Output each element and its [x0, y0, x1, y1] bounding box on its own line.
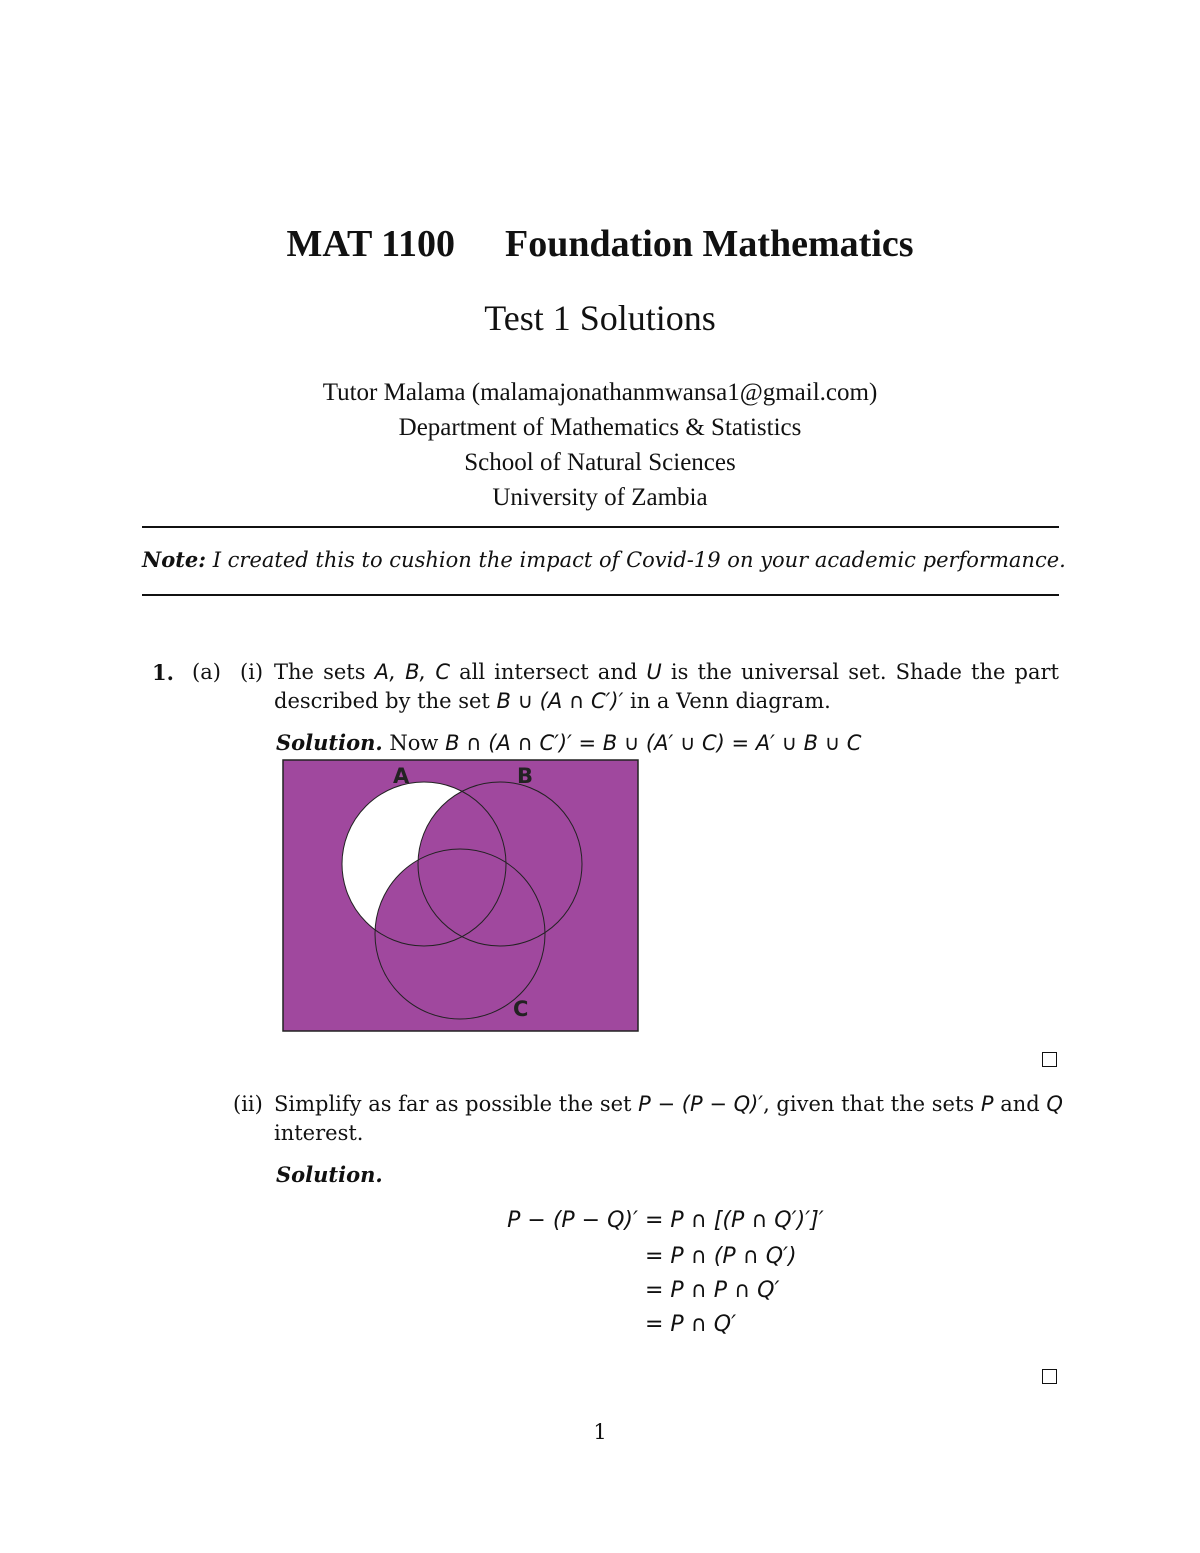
- bottom-rule: [142, 594, 1059, 596]
- department-line: Department of Mathematics & Statistics: [398, 414, 802, 441]
- question-number: 1.: [152, 660, 174, 685]
- venn-label-a: A: [393, 764, 410, 788]
- part-i-label: (i): [240, 660, 264, 684]
- equation-step-4: = P ∩ Q′: [645, 1312, 737, 1337]
- part-i-line1: The sets A, B, C all intersect and U is the universal set. Shade the part: [274, 660, 1059, 684]
- equation-lhs: P − (P − Q)′: [507, 1208, 638, 1233]
- part-i-solution: Solution. Now B ∩ (A ∩ C′)′ = B ∪ (A′ ∪ C) = A′ ∪ B ∪ C: [276, 730, 862, 755]
- course-name: Foundation Mathematics: [505, 223, 914, 265]
- page-number: 1: [593, 1420, 607, 1444]
- page-title: [0, 222, 1200, 266]
- part-a-label: (a): [192, 660, 221, 684]
- page-subtitle: Test 1 Solutions: [484, 298, 716, 338]
- part-ii-line2: interest.: [274, 1121, 364, 1145]
- equation-step-2: = P ∩ (P ∩ Q′): [645, 1244, 797, 1269]
- note-box: [142, 547, 1066, 572]
- author-line: Tutor Malama (malamajonathanmwansa1@gmail.com): [322, 379, 878, 406]
- qed-square-icon: [1042, 1052, 1057, 1067]
- part-ii-line1: Simplify as far as possible the set P − (P − Q)′, given that the sets P and Q: [274, 1092, 1063, 1116]
- part-ii-solution-label: Solution.: [276, 1162, 383, 1187]
- equation-step-1: = P ∩ [(P ∩ Q′)′]′: [645, 1208, 824, 1233]
- venn-diagram: [282, 759, 639, 1032]
- top-rule: [142, 526, 1059, 528]
- equation-step-3: = P ∩ P ∩ Q′: [645, 1278, 780, 1303]
- venn-label-c: C: [513, 997, 529, 1021]
- qed-square-icon: [1042, 1369, 1057, 1384]
- venn-label-b: B: [517, 764, 534, 788]
- note-text: I created this to cushion the impact of Covid-19 on your academic performance.: [212, 548, 1066, 572]
- part-ii-label: (ii): [233, 1092, 263, 1116]
- course-code: MAT 1100: [286, 223, 456, 265]
- solution-label: Solution.: [276, 730, 383, 755]
- solution-expression: B ∩ (A ∩ C′)′ = B ∪ (A′ ∪ C) = A′ ∪ B ∪ C: [445, 731, 862, 755]
- school-line: School of Natural Sciences: [464, 449, 736, 476]
- note-label: Note:: [142, 547, 207, 572]
- part-i-line2: described by the set B ∪ (A ∩ C′)′ in a Venn diagram.: [274, 689, 831, 713]
- university-line: University of Zambia: [492, 484, 708, 511]
